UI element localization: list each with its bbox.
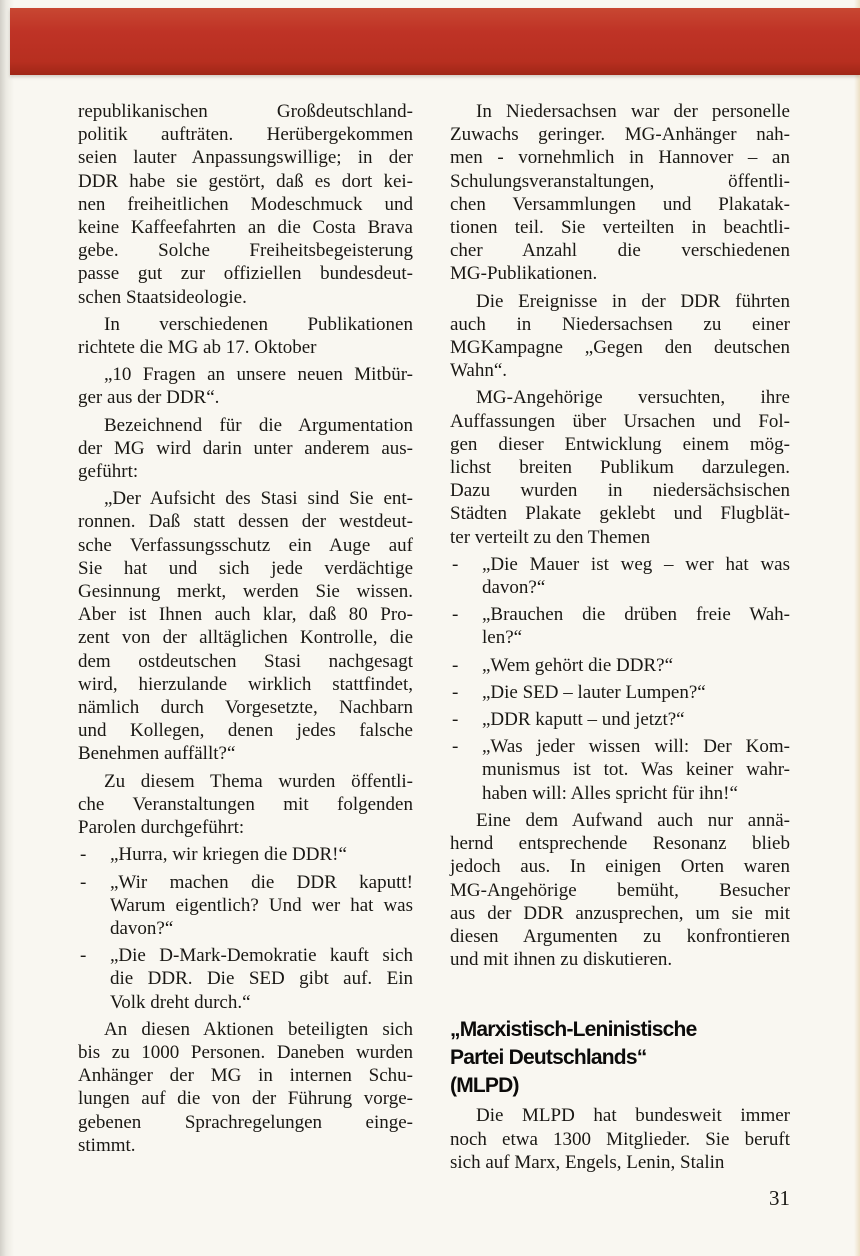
paragraph — [450, 809, 790, 971]
text-line: Gesinnung merkt, werden Sie wissen. — [78, 581, 413, 603]
text-line: der MG wird darin unter anderem aus- — [78, 437, 413, 459]
text-line: hernd entsprechende Resonanz blieb — [450, 833, 790, 855]
text-line: seien lauter Anpassungswillige; in der — [78, 147, 413, 169]
header-red-bar — [10, 8, 860, 75]
text-line: haben will: Alles spricht für ihn!“ — [482, 782, 738, 804]
text-line: politik aufträten. Herübergekommen — [78, 124, 413, 146]
text-line: men - vornehmlich in Hannover – an — [450, 147, 790, 169]
text-line: dem ostdeutschen Stasi nachgesagt — [78, 650, 413, 672]
paragraph — [78, 414, 413, 484]
text-line: Schulungsveranstaltungen, öffentli- — [450, 170, 790, 192]
text-line: ter verteilt zu den Themen — [450, 526, 651, 548]
text-line: sich auf Marx, Engels, Lenin, Stalin — [450, 1151, 725, 1173]
text-line: Eine dem Aufwand auch nur annä- — [476, 809, 790, 831]
text-line: sche Verfassungsschutz ein Auge auf — [78, 534, 413, 556]
heading-line: (MLPD) — [450, 1074, 519, 1098]
text-line: noch etwa 1300 Mitglieder. Sie beruft — [450, 1128, 790, 1150]
bullet-item — [450, 654, 790, 677]
text-line: und Kollegen, denen jedes falsche — [78, 720, 413, 742]
paragraph — [450, 290, 790, 383]
text-line: „Die D-Mark-Demokratie kauft sich — [110, 945, 413, 967]
paragraph — [450, 1104, 790, 1174]
text-line: lungen auf die von der Führung vorge- — [78, 1088, 413, 1110]
text-line: davon?“ — [110, 917, 174, 939]
paragraph — [78, 313, 413, 359]
text-line: richtete die MG ab 17. Oktober — [78, 337, 317, 359]
text-line: zent von der alltäglichen Kontrolle, die — [78, 627, 413, 649]
text-line: geführt: — [78, 461, 139, 483]
text-line: Bezeichnend für die Argumentation — [104, 414, 413, 436]
text-line: Dazu wurden in niedersächsischen — [450, 480, 790, 502]
bullet-dash: - — [452, 709, 459, 731]
text-line: Sie hat und sich jede verdächtige — [78, 557, 413, 579]
text-line: munismus ist tot. Was keiner wahr- — [482, 759, 790, 781]
text-line: aus der DDR anzusprechen, um sie mit — [450, 902, 790, 924]
right-column — [450, 100, 790, 1174]
bullet-dash: - — [80, 871, 87, 893]
text-line: bis zu 1000 Personen. Daneben wurden — [78, 1041, 413, 1063]
paragraph — [78, 363, 413, 409]
text-line: auch in Niedersachsen zu einer — [450, 313, 790, 335]
text-line: che Veranstaltungen mit folgenden — [78, 793, 413, 815]
text-line: Wahn“. — [450, 360, 508, 382]
bullet-item — [78, 843, 413, 866]
text-line: Auffassungen über Ursachen und Fol- — [450, 410, 790, 432]
text-line: Zuwachs geringer. MG-Anhänger nah- — [450, 124, 790, 146]
text-line: gen dieser Entwicklung einem mög- — [450, 433, 790, 455]
text-line: MG-Publikationen. — [450, 263, 598, 285]
heading-line: Partei Deutschlands“ — [450, 1046, 647, 1070]
bullet-dash: - — [452, 654, 459, 676]
text-line: chen Versammlungen und Plakatak- — [450, 193, 790, 215]
text-line: Warum eigentlich? Und wer hat was — [110, 894, 413, 916]
text-line: Aber ist Ihnen auch klar, daß 80 Pro- — [78, 604, 413, 626]
text-line: MG-Angehörige versuchten, ihre — [476, 387, 790, 409]
text-line: wird, hierzulande wirklich stattfindet, — [78, 673, 413, 695]
text-line: „Die SED – lauter Lumpen?“ — [482, 681, 706, 703]
section-gap — [450, 971, 790, 1016]
bullet-item — [78, 944, 413, 1014]
text-line: nen freiheitlichen Modeschmuck und — [78, 193, 413, 215]
bullet-dash: - — [452, 604, 459, 626]
text-line: MG-Angehörige bemüht, Besucher — [450, 879, 790, 901]
text-line: keine Kaffeefahrten an die Costa Brava — [78, 217, 413, 239]
text-line: „10 Fragen an unsere neuen Mitbür- — [104, 364, 413, 386]
text-line: tionen teil. Sie verteilten in beachtli- — [450, 217, 790, 239]
text-line: Parolen durchgeführt: — [78, 817, 245, 839]
text-line: Benehmen auffällt?“ — [78, 743, 236, 765]
paragraph — [78, 487, 413, 765]
text-line: republikanischen Großdeutschland- — [78, 101, 413, 122]
text-line: „Wir machen die DDR kaputt! — [110, 871, 413, 893]
text-line: Zu diesem Thema wurden öffentli- — [104, 770, 413, 792]
text-line: gebenen Sprachregelungen einge- — [78, 1111, 413, 1133]
text-line: ger aus der DDR“. — [78, 387, 220, 409]
bullet-dash: - — [80, 945, 87, 967]
text-line: Die Ereignisse in der DDR führten — [476, 290, 790, 312]
bullet-dash: - — [452, 681, 459, 703]
text-line: Die MLPD hat bundesweit immer — [476, 1105, 790, 1127]
bullet-item — [450, 681, 790, 704]
text-line: „Der Aufsicht des Stasi sind Sie ent- — [104, 488, 413, 510]
text-line: „Hurra, wir kriegen die DDR!“ — [110, 844, 347, 866]
text-line: Anhänger der MG in internen Schu- — [78, 1065, 413, 1087]
scan-right-edge — [854, 0, 860, 1256]
text-line: davon?“ — [482, 577, 546, 599]
text-line: und mit ihnen zu diskutieren. — [450, 949, 673, 971]
text-line: nämlich durch Vorgesetzte, Nachbarn — [78, 697, 413, 719]
bullet-item — [450, 603, 790, 649]
text-line: len?“ — [482, 627, 523, 649]
text-line: „Die Mauer ist weg – wer hat was — [482, 553, 790, 575]
paragraph — [78, 100, 413, 309]
text-line: schen Staatsideologie. — [78, 286, 247, 308]
section-heading — [450, 1016, 790, 1100]
bullet-dash: - — [452, 736, 459, 758]
bullet-item — [78, 871, 413, 941]
text-line: diesen Argumenten zu konfrontieren — [450, 925, 790, 947]
text-line: Städten Plakate geklebt und Flugblät- — [450, 503, 790, 525]
page-number: 31 — [769, 1186, 790, 1210]
text-line: ronnen. Daß statt dessen der westdeut- — [78, 511, 413, 533]
text-line: DDR habe sie gestört, daß es dort kei- — [78, 170, 413, 192]
text-line: „Brauchen die drüben freie Wah- — [482, 604, 790, 626]
scan-left-edge — [0, 0, 14, 1256]
text-line: gebe. Solche Freiheitsbegeisterung — [78, 240, 413, 262]
paragraph — [78, 770, 413, 840]
text-line: „DDR kaputt – und jetzt?“ — [482, 709, 685, 731]
paragraph — [450, 100, 790, 286]
text-line: stimmt. — [78, 1134, 136, 1156]
text-line: An diesen Aktionen beteiligten sich — [104, 1018, 413, 1040]
text-line: „Was jeder wissen will: Der Kom- — [482, 736, 790, 758]
text-line: In verschiedenen Publikationen — [104, 313, 413, 335]
bullet-item — [450, 708, 790, 731]
text-line: In Niedersachsen war der personelle — [476, 101, 790, 122]
bullet-item — [450, 553, 790, 599]
text-line: Volk dreht durch.“ — [110, 991, 251, 1013]
paragraph — [78, 1018, 413, 1157]
bullet-item — [450, 735, 790, 805]
bullet-dash: - — [452, 553, 459, 575]
bullet-dash: - — [80, 844, 87, 866]
paragraph — [450, 386, 790, 548]
text-line: passe gut zur offiziellen bundesdeut- — [78, 263, 413, 285]
heading-line: „Marxistisch-Leninistische — [450, 1018, 697, 1042]
text-line: jedoch aus. In einigen Orten waren — [450, 856, 790, 878]
text-line: cher Anzahl die verschiedenen — [450, 240, 790, 262]
text-line: die DDR. Die SED gibt auf. Ein — [110, 968, 413, 990]
text-line: „Wem gehört die DDR?“ — [482, 654, 674, 676]
text-line: lichst breiten Publikum darzulegen. — [450, 457, 790, 479]
text-line: MGKampagne „Gegen den deutschen — [450, 337, 790, 359]
left-column — [78, 100, 413, 1157]
